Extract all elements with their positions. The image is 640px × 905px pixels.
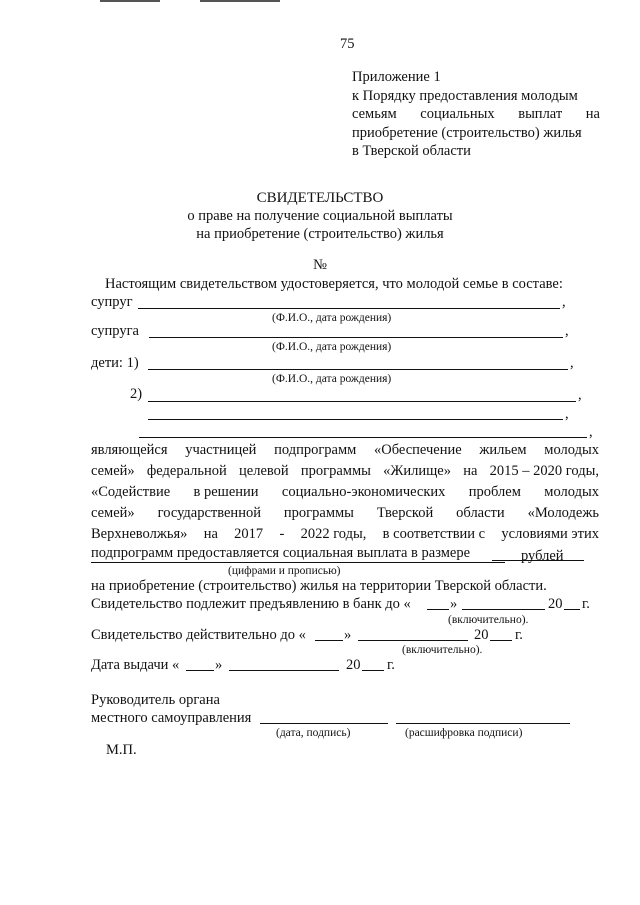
- paragraph-word: программы: [283, 505, 354, 521]
- top-scan-marks: [100, 0, 300, 3]
- page-number: 75: [340, 36, 355, 52]
- paragraph-line: [91, 503, 599, 524]
- amount-caption: (цифрами и прописью): [228, 565, 341, 577]
- paragraph-word: на: [203, 526, 218, 542]
- valid-inclusive: (включительно).: [402, 644, 483, 656]
- paragraph-word: социально-экономических: [281, 484, 446, 500]
- purpose-line: на приобретение (строительство) жилья на территории Тверской области.: [91, 578, 547, 594]
- paragraph-word: программы: [300, 463, 371, 479]
- paragraph-word: области: [456, 505, 505, 521]
- paragraph-word: семей»: [91, 463, 135, 479]
- bank-month-line[interactable]: [462, 609, 545, 610]
- bank-inclusive: (включительно).: [448, 614, 529, 626]
- number-sign: №: [313, 257, 327, 273]
- paragraph-word: молодых: [544, 484, 599, 500]
- paragraph-word: 2022 годы,: [300, 526, 367, 542]
- paragraph-word: «Жилище»: [383, 463, 451, 479]
- paragraph-word: «Обеспечение: [374, 442, 462, 458]
- paragraph-word: подпрограмм: [274, 442, 357, 458]
- paragraph-word: «Молодежь: [527, 505, 599, 521]
- issue-quote-close: »: [215, 657, 223, 673]
- appendix-block: [352, 68, 600, 161]
- paragraph-word: «Содействие: [91, 484, 171, 500]
- paragraph-word: участницей: [185, 442, 257, 458]
- document-title: СВИДЕТЕЛЬСТВО: [256, 190, 384, 206]
- appendix-line-2: к Порядку предоставления молодым: [352, 87, 578, 104]
- amount-line-2[interactable]: [91, 562, 505, 563]
- intro-text: Настоящим свидетельством удостоверяется, что молодой семье в составе:: [105, 276, 563, 292]
- wife-comma: ,: [565, 323, 569, 339]
- extra-line-2-comma: ,: [589, 424, 593, 440]
- wife-line[interactable]: [149, 337, 563, 338]
- appendix-line-5: в Тверской области: [352, 143, 471, 159]
- bank-year-suffix: г.: [582, 596, 590, 612]
- appendix-word: на: [585, 106, 600, 122]
- paragraph-word: федеральной: [146, 463, 227, 479]
- sign-caption: (дата, подпись): [276, 727, 351, 739]
- child-1-line[interactable]: [148, 369, 568, 370]
- paragraph-line: [91, 524, 599, 545]
- extra-line-2[interactable]: [139, 437, 587, 438]
- decode-caption: (расшифровка подписи): [405, 727, 523, 739]
- issue-year-prefix: 20: [346, 657, 361, 673]
- extra-line-1-comma: ,: [565, 406, 569, 422]
- paragraph-word: в соответствии с: [382, 526, 486, 542]
- children-label: дети: 1): [91, 355, 139, 371]
- issue-day-line[interactable]: [186, 670, 214, 671]
- paragraph-word: проблем: [468, 484, 521, 500]
- valid-year-suffix: г.: [515, 627, 523, 643]
- appendix-word: семьям: [352, 106, 397, 122]
- issue-month-line[interactable]: [229, 670, 339, 671]
- appendix-line-3: [352, 105, 600, 124]
- paragraph-line: [91, 482, 599, 503]
- wife-fio-caption: (Ф.И.О., дата рождения): [272, 341, 392, 353]
- stamp-place: М.П.: [106, 742, 137, 758]
- paragraph-word: на: [463, 463, 478, 479]
- bank-day-line[interactable]: [427, 609, 449, 610]
- paragraph-word: условиями этих: [501, 526, 599, 542]
- paragraph-word: 2015 – 2020 годы,: [489, 463, 599, 479]
- appendix-line-4: приобретение (строительство) жилья: [352, 124, 582, 141]
- child-2-comma: ,: [578, 387, 582, 403]
- paragraph-word: Верхневолжья»: [91, 526, 188, 542]
- program-paragraph: [91, 440, 599, 545]
- valid-text: Свидетельство действительно до «: [91, 627, 306, 643]
- extra-line-1[interactable]: [148, 419, 563, 420]
- husband-line[interactable]: [138, 308, 560, 309]
- valid-year-prefix: 20: [474, 627, 489, 643]
- valid-quote-close: »: [344, 627, 352, 643]
- issue-year-line[interactable]: [362, 670, 384, 671]
- child-1-comma: ,: [570, 355, 574, 371]
- child-2-label: 2): [130, 386, 143, 402]
- paragraph-word: Тверской: [376, 505, 434, 521]
- document-subtitle-2: на приобретение (строительство) жилья: [196, 226, 444, 242]
- husband-label: супруг: [91, 294, 133, 310]
- paragraph-word: в решении: [193, 484, 259, 500]
- paragraph-word: -: [279, 526, 285, 542]
- issue-year-suffix: г.: [387, 657, 395, 673]
- valid-year-line[interactable]: [490, 640, 512, 641]
- paragraph-word: 2017: [234, 526, 264, 542]
- head-line-2: местного самоуправления: [91, 710, 252, 726]
- head-line-1: Руководитель органа: [91, 692, 220, 708]
- document-subtitle-1: о праве на получение социальной выплаты: [187, 208, 453, 224]
- paragraph-word: являющейся: [91, 442, 168, 458]
- husband-fio-caption: (Ф.И.О., дата рождения): [272, 312, 392, 324]
- paragraph-word: жильем: [479, 442, 527, 458]
- paragraph-last-line: подпрограмм предоставляется социальная выплата в размере: [91, 545, 471, 561]
- paragraph-line: [91, 440, 599, 461]
- paragraph-word: молодых: [544, 442, 599, 458]
- valid-day-line[interactable]: [315, 640, 343, 641]
- child-2-line[interactable]: [148, 401, 576, 402]
- bank-quote-close: »: [450, 596, 458, 612]
- bank-year-line[interactable]: [564, 609, 580, 610]
- decode-line[interactable]: [396, 723, 570, 724]
- issue-text: Дата выдачи «: [91, 657, 180, 673]
- paragraph-word: целевой: [239, 463, 289, 479]
- appendix-line-1: Приложение 1: [352, 69, 441, 85]
- paragraph-line: [91, 461, 599, 482]
- bank-text: Свидетельство подлежит предъявлению в банк до «: [91, 596, 411, 612]
- bank-year-prefix: 20: [548, 596, 563, 612]
- paragraph-word: семей»: [91, 505, 135, 521]
- signature-line[interactable]: [260, 723, 388, 724]
- husband-comma: ,: [562, 294, 566, 310]
- wife-label: супруга: [91, 323, 139, 339]
- rubles-label: рублей: [521, 548, 564, 564]
- paragraph-word: государственной: [157, 505, 261, 521]
- child-1-fio-caption: (Ф.И.О., дата рождения): [272, 373, 392, 385]
- appendix-word: социальных: [420, 106, 495, 122]
- appendix-word: выплат: [518, 106, 563, 122]
- valid-month-line[interactable]: [358, 640, 468, 641]
